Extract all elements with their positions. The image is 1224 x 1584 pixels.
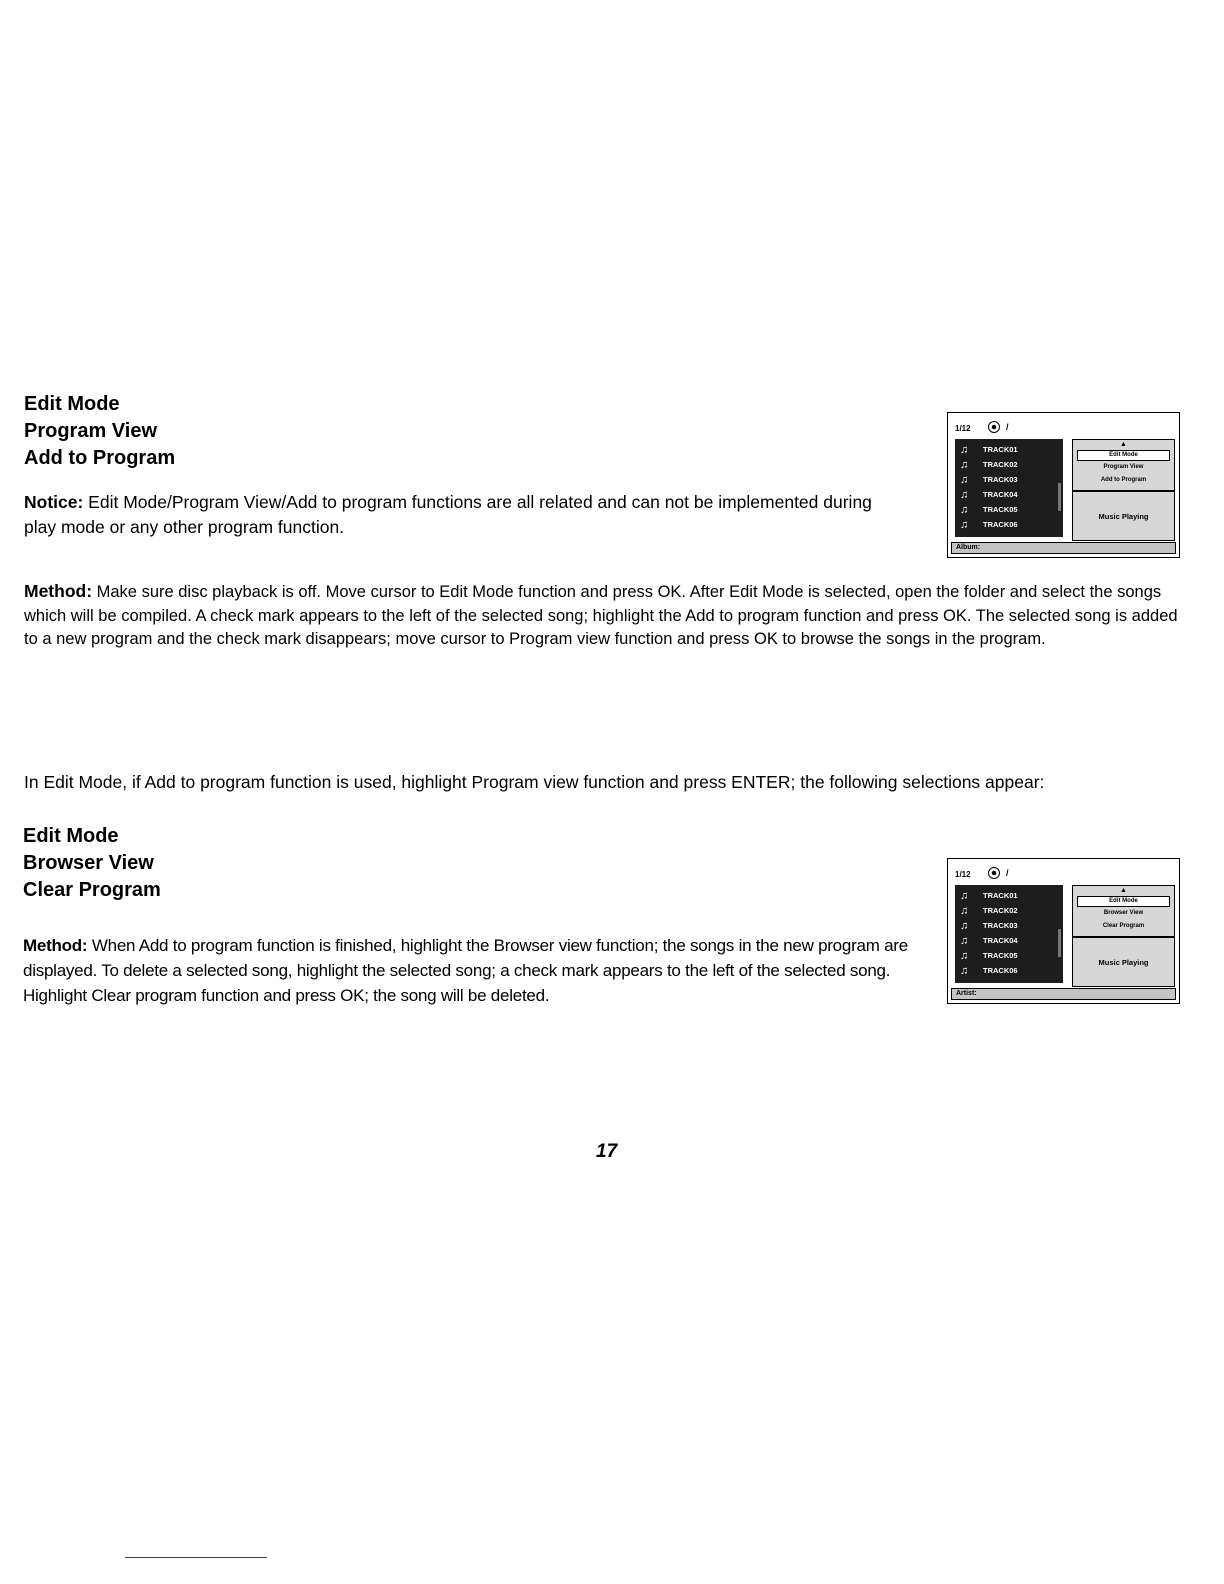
track-item[interactable]: ♫ TRACK05 (960, 503, 1018, 516)
music-note-icon: ♫ (960, 889, 969, 902)
menu-program-view[interactable]: Program View (1103, 464, 1144, 470)
method-label: Method: (23, 936, 88, 955)
disc-icon (988, 421, 1000, 433)
music-note-icon: ♫ (960, 934, 969, 947)
music-note-icon: ♫ (960, 904, 969, 917)
up-arrow-icon[interactable]: ▲ (1120, 441, 1127, 448)
notice-text: Edit Mode/Program View/Add to program functions are all related and can not be implemented during play mode or any other program function. (24, 492, 872, 537)
music-note-icon: ♫ (960, 518, 969, 531)
track-counter: 1/12 (955, 870, 971, 879)
music-note-icon: ♫ (960, 488, 969, 501)
method-paragraph-1 (24, 580, 1184, 652)
music-note-icon: ♫ (960, 473, 969, 486)
method-text: When Add to program function is finished, highlight the Browser view function; the songs in the new program are displayed. To delete a selected song, highlight the selected song; a check mark appears to the left of the selected song. Highlight Clear program function and press OK; the song will be deleted. (23, 936, 908, 1005)
track-item[interactable]: ♫ TRACK05 (960, 949, 1018, 962)
menu-browser-view[interactable]: Browser View (1103, 910, 1144, 916)
music-note-icon: ♫ (960, 964, 969, 977)
track-list (955, 439, 1063, 537)
method-label: Method: (24, 581, 93, 601)
album-bar: Album: (951, 542, 1176, 554)
track-item[interactable]: ♫ TRACK01 (960, 443, 1018, 456)
page-number: 17 (596, 1141, 618, 1162)
scrollbar (1058, 929, 1061, 957)
function-menu (1072, 439, 1175, 491)
track-item[interactable]: ♫ TRACK02 (960, 458, 1018, 471)
artist-bar: Artist: (951, 988, 1176, 1000)
path-slash: / (1006, 868, 1009, 878)
track-list (955, 885, 1063, 983)
music-note-icon: ♫ (960, 443, 969, 456)
music-note-icon: ♫ (960, 919, 969, 932)
heading-edit-mode: Edit Mode (23, 825, 119, 847)
footer-rule (125, 1557, 267, 1558)
track-counter: 1/12 (955, 424, 971, 433)
notice-label: Notice: (24, 492, 84, 512)
disc-icon (988, 867, 1000, 879)
section2-heading-block (23, 823, 161, 904)
music-note-icon: ♫ (960, 503, 969, 516)
function-menu (1072, 885, 1175, 937)
status-panel: Music Playing (1072, 491, 1175, 541)
scrollbar (1058, 483, 1061, 511)
track-item[interactable]: ♫ TRACK02 (960, 904, 1018, 917)
track-item[interactable]: ♫ TRACK06 (960, 964, 1018, 977)
up-arrow-icon[interactable]: ▲ (1120, 887, 1127, 894)
heading-edit-mode: Edit Mode (24, 393, 120, 415)
notice-paragraph (24, 490, 904, 540)
intro-paragraph-2: In Edit Mode, if Add to program function is used, highlight Program view function and press ENTER; the following selections appear: (24, 772, 1045, 792)
section1-heading-block (24, 391, 175, 472)
menu-edit-mode[interactable]: Edit Mode (1077, 450, 1170, 461)
track-item[interactable]: ♫ TRACK01 (960, 889, 1018, 902)
method-text: Make sure disc playback is off. Move cursor to Edit Mode function and press OK. After Edit Mode is selected, open the folder and select the songs which will be compiled. A check mark appears to the left of the selected song; highlight the Add to program function and press OK. The selected song is added to a new program and the check mark disappears; move cursor to Program view function and press OK to browse the songs in the program. (24, 583, 1178, 648)
track-item[interactable]: ♫ TRACK06 (960, 518, 1018, 531)
screen-mockup-1 (947, 412, 1180, 558)
screen-mockup-2 (947, 858, 1180, 1004)
menu-add-to-program[interactable]: Add to Program (1100, 477, 1147, 483)
track-item[interactable]: ♫ TRACK03 (960, 919, 1018, 932)
track-item[interactable]: ♫ TRACK04 (960, 488, 1018, 501)
heading-clear-program: Clear Program (23, 879, 161, 901)
music-note-icon: ♫ (960, 458, 969, 471)
heading-program-view: Program View (24, 420, 158, 442)
heading-browser-view: Browser View (23, 852, 154, 874)
track-item[interactable]: ♫ TRACK03 (960, 473, 1018, 486)
status-panel: Music Playing (1072, 937, 1175, 987)
method-paragraph-2 (23, 933, 913, 1008)
menu-edit-mode[interactable]: Edit Mode (1077, 896, 1170, 907)
menu-clear-program[interactable]: Clear Program (1102, 923, 1145, 929)
path-slash: / (1006, 422, 1009, 432)
heading-add-to-program: Add to Program (24, 447, 176, 469)
track-item[interactable]: ♫ TRACK04 (960, 934, 1018, 947)
music-note-icon: ♫ (960, 949, 969, 962)
